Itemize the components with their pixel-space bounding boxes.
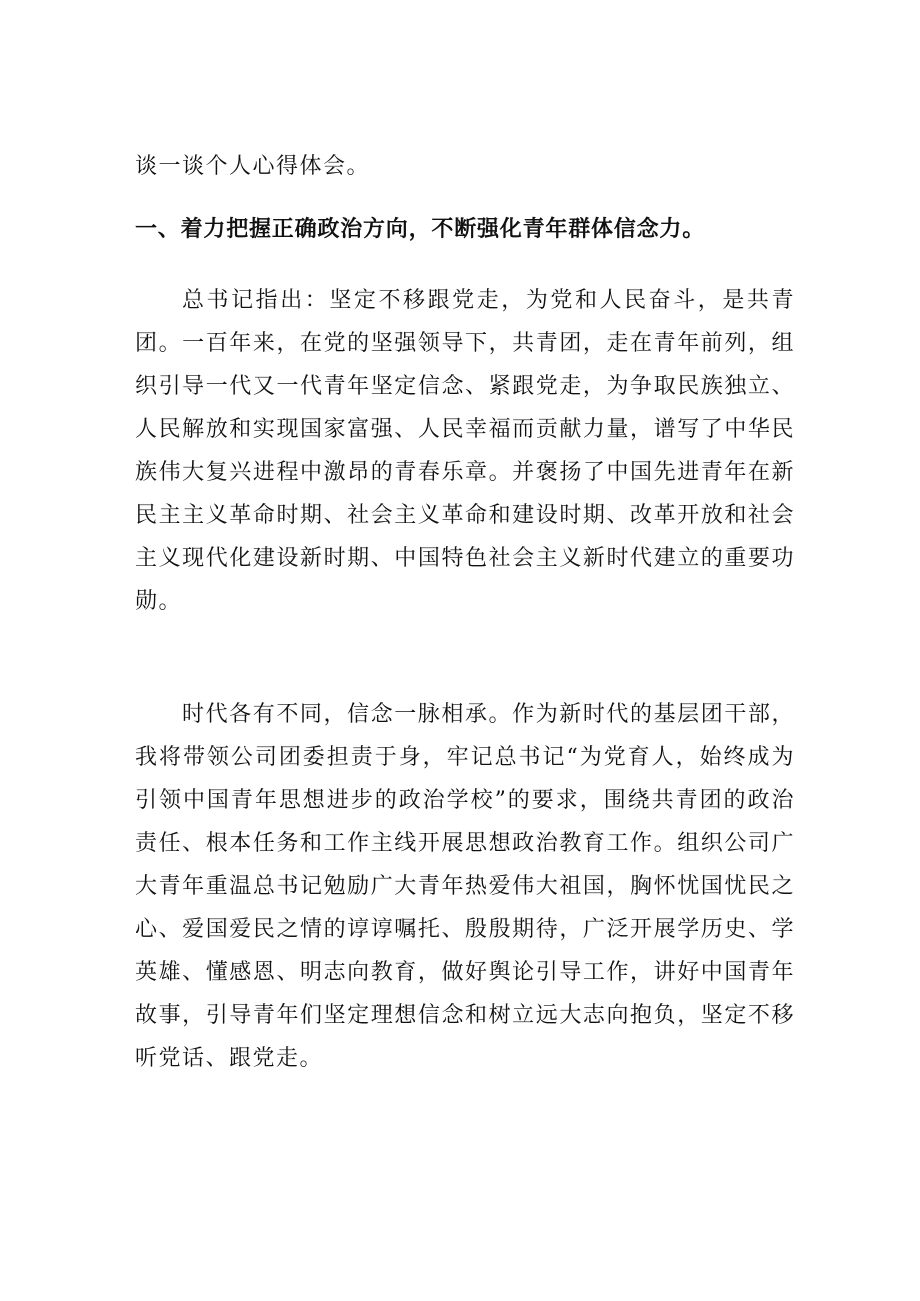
paragraph-1: 总书记指出：坚定不移跟党走，为党和人民奋斗，是共青团。一百年来，在党的坚强领导下，共青团，走在青年前列，组织引导一代又一代青年坚定信念、紧跟党走，为争取民族独立、人民解放和实现国家富强、人民幸福而贡献力量，谱写了中华民族伟大复兴进程中激昂的青春乐章。并褒扬了中国先进青年在新民主主义革命时期、社会主义革命和建设时期、改革开放和社会主义现代化建设新时期、中国特色社会主义新时代建立的重要功勋。 (135, 288, 795, 614)
paragraph-2: 时代各有不同，信念一脉相承。作为新时代的基层团干部，我将带领公司团委担责于身，牢记总书记“为党育人，始终成为引领中国青年思想进步的政治学校”的要求，围绕共青团的政治责任、根本任务和工作主线开展思想政治教育工作。组织公司广大青年重温总书记勉励广大青年热爱伟大祖国，胸怀忧国忧民之心、爱国爱民之情的谆谆嘱托、殷殷期待，广泛开展学历史、学英雄、懂感恩、明志向教育，做好舆论引导工作，讲好中国青年故事，引导青年们坚定理想信念和树立远大志向抱负，坚定不移听党话、跟党走。 (135, 702, 795, 1071)
section-heading: 一、着力把握正确政治方向，不断强化青年群体信念力。 (135, 217, 706, 243)
intro-line: 谈一谈个人心得体会。 (135, 154, 371, 179)
